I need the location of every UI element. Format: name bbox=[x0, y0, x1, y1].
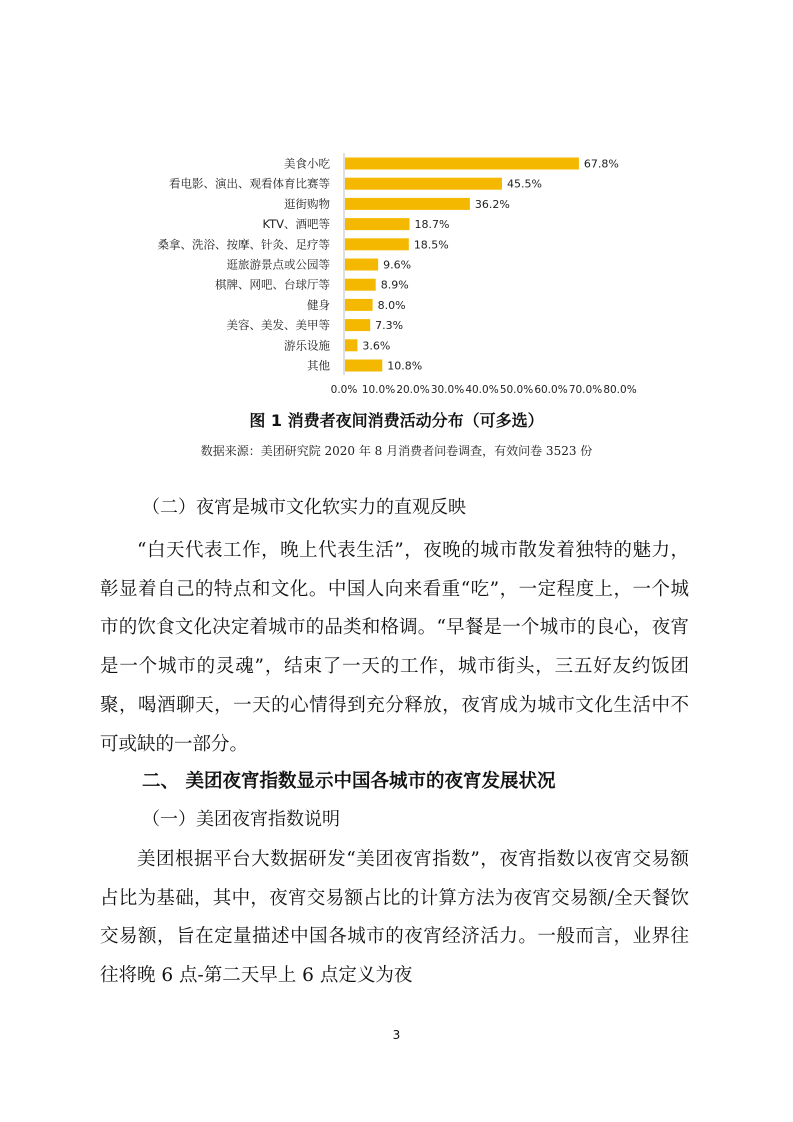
x-tick-label: 70.0% bbox=[568, 384, 603, 396]
bar bbox=[345, 218, 410, 230]
data-label: 45.5% bbox=[506, 177, 542, 191]
chapter-title-index: 二、 美团夜宵指数显示中国各城市的夜宵发展状况 bbox=[142, 771, 556, 792]
x-tick-label: 80.0% bbox=[603, 384, 637, 396]
bar bbox=[345, 360, 382, 372]
figure-caption: 图 1 消费者夜间消费活动分布（可多选） bbox=[249, 411, 544, 430]
category-label: 健身 bbox=[307, 297, 330, 312]
section-title-culture: （二）夜宵是城市文化软实力的直观反映 bbox=[142, 497, 466, 518]
bar bbox=[345, 178, 502, 190]
x-tick-label: 30.0% bbox=[430, 384, 465, 396]
data-label: 10.8% bbox=[387, 359, 423, 373]
page-number: 3 bbox=[392, 1028, 401, 1042]
data-label: 3.6% bbox=[362, 339, 391, 353]
section-title-index-explanation: （一）美团夜宵指数说明 bbox=[142, 809, 340, 830]
paragraph-culture: “白天代表工作，晚上代表生活”，夜晚的城市散发着独特的魅力，彰显着自己的特点和文化。中国人向来看重“吃”，一定程度上，一个城市的饮食文化决定着城市的品类和格调。“早餐是一个城市的良心，夜宵是一个城市的灵魂”，结束了一天的工作，城市街头，三五好友约饭团聚，喝酒聊天，一天的心情得到充分释放，夜宵成为城市文化生活中不可或缺的一部分。 bbox=[100, 540, 689, 755]
bar bbox=[345, 319, 370, 331]
category-label: 棋牌、网吧、台球厅等 bbox=[215, 277, 330, 292]
activity-bar-chart bbox=[0, 0, 793, 400]
bar bbox=[345, 259, 378, 271]
bar bbox=[345, 158, 579, 170]
category-label: 逛旅游景点或公园等 bbox=[226, 257, 330, 272]
bar bbox=[345, 238, 409, 250]
figure-source: 数据来源：美团研究院 2020 年 8 月消费者问卷调查，有效问卷 3523 份 bbox=[200, 444, 593, 458]
data-label: 9.6% bbox=[383, 258, 412, 272]
data-label: 36.2% bbox=[474, 197, 510, 211]
x-tick-label: 60.0% bbox=[534, 384, 568, 396]
category-label: 其他 bbox=[307, 358, 330, 373]
category-label: 桑拿、洗浴、按摩、针灸、足疗等 bbox=[157, 237, 330, 252]
category-label: 游乐设施 bbox=[284, 338, 330, 353]
category-label: 逛街购物 bbox=[284, 196, 330, 211]
data-label: 18.7% bbox=[414, 218, 450, 232]
category-label: 美食小吃 bbox=[284, 156, 330, 171]
x-tick-label: 50.0% bbox=[499, 384, 534, 396]
category-label: 看电影、演出、观看体育比赛等 bbox=[169, 176, 330, 191]
x-tick-label: 0.0% bbox=[330, 384, 358, 396]
bar bbox=[345, 299, 373, 311]
x-tick-label: 10.0% bbox=[361, 384, 396, 396]
x-tick-label: 20.0% bbox=[396, 384, 430, 396]
data-label: 8.9% bbox=[380, 278, 409, 292]
data-label: 67.8% bbox=[583, 157, 619, 171]
bar bbox=[345, 339, 357, 351]
data-label: 7.3% bbox=[375, 319, 404, 333]
category-label: KTV、酒吧等 bbox=[262, 217, 330, 232]
data-label: 18.5% bbox=[413, 238, 449, 252]
x-tick-label: 40.0% bbox=[465, 384, 499, 396]
bar bbox=[345, 198, 470, 210]
category-label: 美容、美发、美甲等 bbox=[226, 318, 330, 333]
bar bbox=[345, 279, 376, 291]
paragraph-index-explanation: 美团根据平台大数据研发“美团夜宵指数”，夜宵指数以夜宵交易额占比为基础，其中，夜宵交易额占比的计算方法为夜宵交易额/全天餐饮交易额，旨在定量描述中国各城市的夜宵经济活力。一般而言，业界往往将晚 6 点-第二天早上 6 点定义为夜 bbox=[100, 849, 689, 987]
data-label: 8.0% bbox=[377, 298, 406, 312]
